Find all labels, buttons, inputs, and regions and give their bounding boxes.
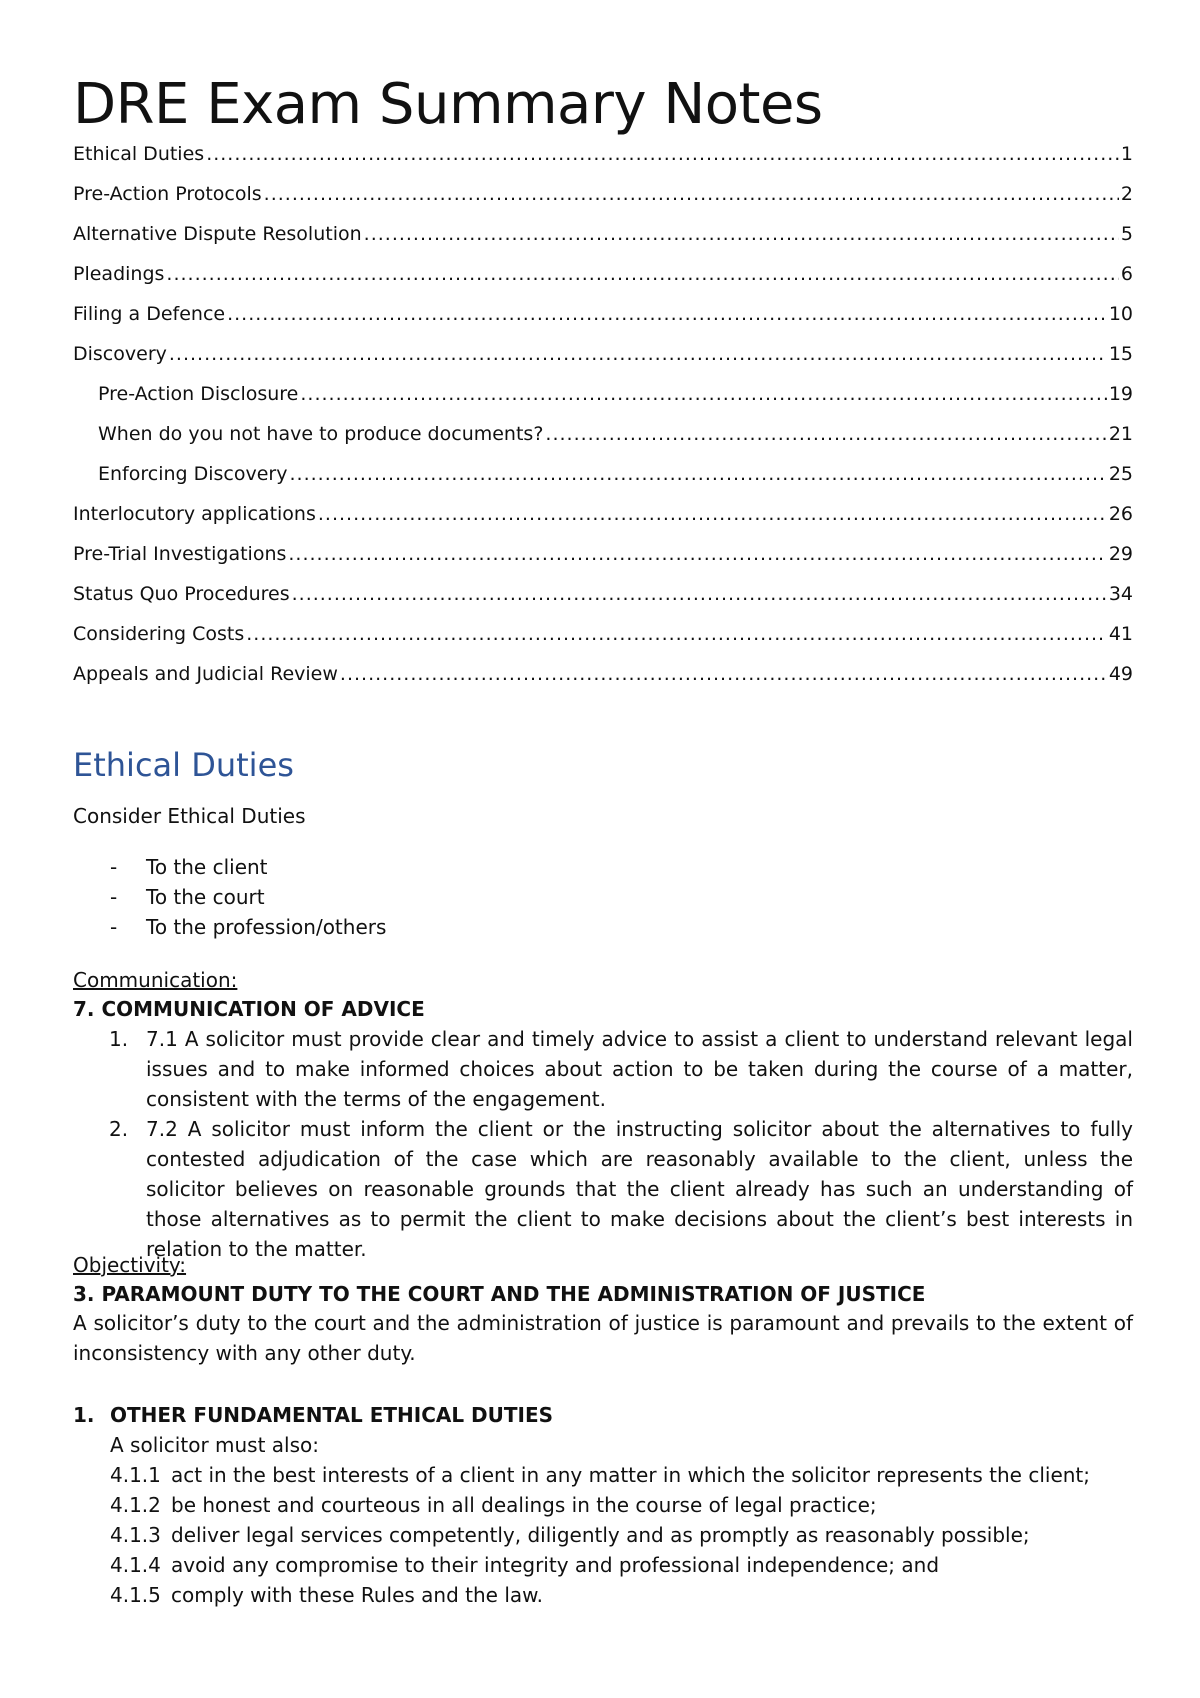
toc-leader-dots: [290, 459, 1107, 489]
list-item: [73, 912, 386, 942]
toc-entry-page: 6: [1120, 263, 1133, 285]
rule-code: 4.1.3: [110, 1523, 161, 1547]
list-item: [73, 1114, 1133, 1264]
objectivity-rule-heading: 3. PARAMOUNT DUTY TO THE COURT AND THE ADMINISTRATION OF JUSTICE: [73, 1282, 926, 1306]
toc-subentry[interactable]: [73, 459, 1133, 499]
toc-leader-dots: [364, 219, 1119, 249]
toc-leader-dots: [300, 379, 1106, 409]
objectivity-label: Objectivity:: [73, 1253, 187, 1277]
toc-entry[interactable]: [73, 619, 1133, 659]
toc-leader-dots: [288, 539, 1106, 569]
toc-entry-label: Enforcing Discovery: [98, 463, 288, 485]
rule-code: 4.1.2: [110, 1493, 161, 1517]
list-item-text: To the profession/others: [146, 915, 387, 939]
toc-entry-page: 29: [1108, 543, 1133, 565]
toc-entry-page: 15: [1108, 343, 1133, 365]
toc-entry[interactable]: [73, 499, 1133, 539]
toc-entry-page: 25: [1108, 463, 1133, 485]
toc-entry-label: Considering Costs: [73, 623, 245, 645]
toc-entry[interactable]: [73, 299, 1133, 339]
objectivity-text: A solicitor’s duty to the court and the administration of justice is paramount and prevails to the extent of inconsistency with any other duty.: [73, 1311, 1133, 1365]
list-item-text: To the court: [146, 885, 265, 909]
toc-entry-page: 26: [1108, 503, 1133, 525]
toc-leader-dots: [169, 339, 1107, 369]
dash-bullet: -: [110, 885, 118, 909]
fundamental-duties-heading: [73, 1400, 1133, 1430]
toc-entry[interactable]: [73, 339, 1133, 379]
list-item-text: To the client: [146, 855, 268, 879]
toc-leader-dots: [246, 619, 1107, 649]
rule-code: 4.1.4: [110, 1553, 161, 1577]
toc-entry-page: 34: [1108, 583, 1133, 605]
list-number: 1.: [73, 1403, 95, 1427]
rule-text: be honest and courteous in all dealings in the course of legal practice;: [171, 1493, 877, 1517]
toc-entry-label: When do you not have to produce documents?: [98, 423, 544, 445]
rule-text: act in the best interests of a client in any matter in which the solicitor represents the client;: [171, 1463, 1091, 1487]
rule-row: [73, 1520, 1133, 1550]
rule-text: deliver legal services competently, diligently and as promptly as reasonably possible;: [171, 1523, 1030, 1547]
toc-leader-dots: [264, 179, 1119, 209]
list-item: [73, 1024, 1133, 1114]
table-of-contents: [73, 139, 1133, 699]
toc-leader-dots: [340, 659, 1107, 689]
toc-entry-page: 21: [1108, 423, 1133, 445]
duties-list: [73, 852, 386, 942]
toc-entry[interactable]: [73, 539, 1133, 579]
dash-bullet: -: [110, 915, 118, 939]
toc-entry-page: 19: [1108, 383, 1133, 405]
toc-entry-label: Discovery: [73, 343, 167, 365]
toc-entry-label: Ethical Duties: [73, 143, 205, 165]
list-item: [73, 882, 386, 912]
toc-entry-page: 5: [1120, 223, 1133, 245]
toc-entry-label: Status Quo Procedures: [73, 583, 290, 605]
communication-rule-heading: 7. COMMUNICATION OF ADVICE: [73, 997, 425, 1021]
toc-entry-label: Pre-Action Protocols: [73, 183, 262, 205]
list-item-text: 7.2 A solicitor must inform the client or the instructing solicitor about the alternatives to fully contested adjudication of the case which are reasonably available to the client, unless the solicitor believes on reasonable grounds that the client already has such an understanding of those alternatives as to permit the client to make decisions about the client’s best interests in relation to the matter.: [146, 1117, 1133, 1261]
toc-leader-dots: [545, 419, 1106, 449]
toc-leader-dots: [318, 499, 1107, 529]
rule-code: 4.1.1: [110, 1463, 161, 1487]
toc-entry-page: 2: [1120, 183, 1133, 205]
toc-entry[interactable]: [73, 139, 1133, 179]
list-number: 1.: [109, 1027, 129, 1051]
toc-subentry[interactable]: [73, 419, 1133, 459]
toc-leader-dots: [227, 299, 1107, 329]
toc-entry[interactable]: [73, 219, 1133, 259]
toc-entry[interactable]: [73, 259, 1133, 299]
rule-row: [73, 1460, 1133, 1490]
section-heading: Ethical Duties: [73, 746, 294, 784]
toc-subentry[interactable]: [73, 379, 1133, 419]
toc-leader-dots: [292, 579, 1107, 609]
toc-entry-page: 10: [1108, 303, 1133, 325]
toc-entry-label: Pre-Action Disclosure: [98, 383, 299, 405]
toc-entry[interactable]: [73, 659, 1133, 699]
rule-row: [73, 1490, 1133, 1520]
document-title: DRE Exam Summary Notes: [73, 72, 823, 137]
rule-text: avoid any compromise to their integrity and professional independence; and: [171, 1553, 940, 1577]
communication-label: Communication:: [73, 968, 238, 992]
heading-text: OTHER FUNDAMENTAL ETHICAL DUTIES: [110, 1403, 554, 1427]
list-item: [73, 852, 386, 882]
toc-entry-label: Filing a Defence: [73, 303, 226, 325]
toc-entry-label: Interlocutory applications: [73, 503, 316, 525]
toc-entry-page: 1: [1120, 143, 1133, 165]
list-number: 2.: [109, 1117, 129, 1141]
dash-bullet: -: [110, 855, 118, 879]
section-lead: Consider Ethical Duties: [73, 804, 306, 828]
toc-leader-dots: [166, 259, 1118, 289]
toc-entry-page: 49: [1108, 663, 1133, 685]
rule-row: [73, 1580, 1133, 1610]
toc-entry-label: Pleadings: [73, 263, 165, 285]
communication-rules: [73, 1024, 1133, 1264]
toc-leader-dots: [206, 139, 1119, 169]
fundamental-duties-intro: A solicitor must also:: [110, 1433, 320, 1457]
rule-code: 4.1.5: [110, 1583, 161, 1607]
rule-text: comply with these Rules and the law.: [171, 1583, 544, 1607]
toc-entry-label: Appeals and Judicial Review: [73, 663, 338, 685]
toc-entry-label: Pre-Trial Investigations: [73, 543, 287, 565]
rule-row: [73, 1550, 1133, 1580]
list-item-text: 7.1 A solicitor must provide clear and timely advice to assist a client to understand relevant legal issues and to make informed choices about action to be taken during the course of a matter, consistent with the terms of the engagement.: [146, 1027, 1133, 1111]
toc-entry[interactable]: [73, 579, 1133, 619]
fundamental-duties: [73, 1400, 1133, 1610]
toc-entry-page: 41: [1108, 623, 1133, 645]
toc-entry[interactable]: [73, 179, 1133, 219]
toc-entry-label: Alternative Dispute Resolution: [73, 223, 362, 245]
